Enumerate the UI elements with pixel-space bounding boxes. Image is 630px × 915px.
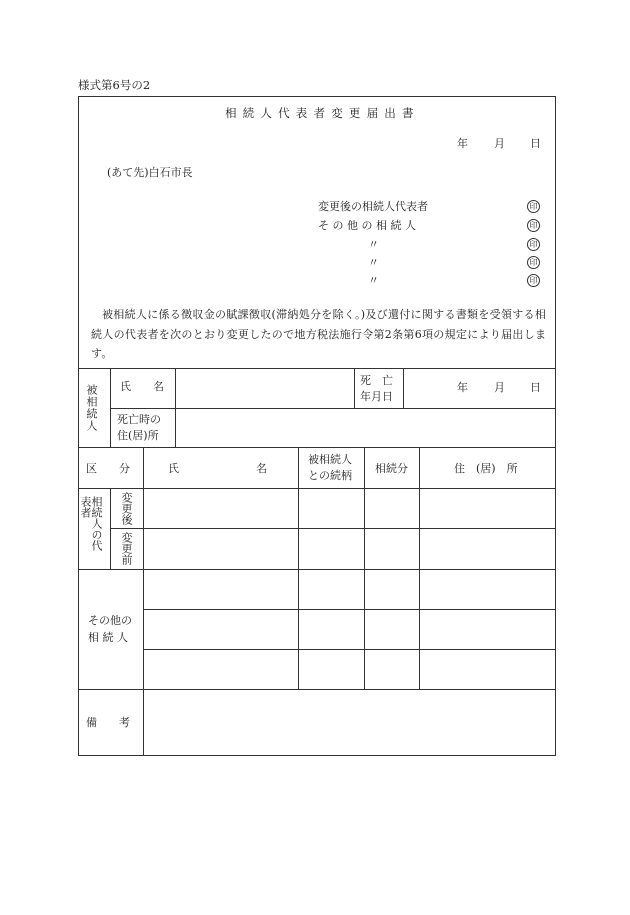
rule-line <box>143 649 556 650</box>
rule-line <box>143 609 556 610</box>
rule-line <box>110 368 111 447</box>
seal-mark: 印 <box>527 200 540 213</box>
seal-mark: 印 <box>527 219 540 232</box>
death-date-label-top: 死 亡 <box>360 374 393 387</box>
seal-mark: 印 <box>527 274 540 287</box>
rule-line <box>364 447 365 689</box>
rule-line <box>298 447 299 689</box>
remarks-label: 備 考 <box>86 716 130 729</box>
after-change-label: 変更後 <box>120 492 133 525</box>
declaration-text: 被相続人に係る徴収金の賦課徴収(滞納処分を除く。)及び還付に関する書類を受領する相続人の代表者を次のとおり変更したので地方税法施行令第2条第6項の規定により届出します。 <box>91 308 547 360</box>
rule-line <box>78 689 556 690</box>
rule-line <box>403 368 404 408</box>
signer-label-new-representative: 変更後の相続人代表者 <box>318 200 428 213</box>
header-share: 相続分 <box>375 462 408 475</box>
address-at-death-label-bottom: 住(居)所 <box>117 429 159 442</box>
rule-line <box>419 447 420 689</box>
header-name: 氏 名 <box>168 462 267 475</box>
death-date-label-bottom: 年月日 <box>360 390 393 403</box>
death-day-label: 日 <box>530 381 541 394</box>
header-category: 区 分 <box>86 462 130 475</box>
ditto-mark: 〃 <box>368 274 379 287</box>
representative-label: 相続人の代表者 <box>79 496 103 551</box>
address-at-death-label-top: 死亡時の <box>117 413 161 426</box>
rule-line <box>78 488 556 489</box>
death-year-label: 年 <box>457 381 468 394</box>
before-change-label: 変更前 <box>120 532 133 565</box>
deceased-name-label: 氏 名 <box>120 380 164 393</box>
signer-label-other-heirs: そ の 他 の 相 続 人 <box>318 219 416 232</box>
rule-line <box>78 447 556 448</box>
header-address: 住 (居) 所 <box>454 462 518 475</box>
date-month-label: 月 <box>494 137 505 150</box>
other-heirs-label-top: その他の <box>88 614 132 627</box>
rule-line <box>78 569 556 570</box>
rule-line <box>110 528 556 529</box>
document-title: 相続人代表者変更届出書 <box>225 106 420 120</box>
other-heirs-label-bottom: 相 続 人 <box>88 631 128 644</box>
seal-mark: 印 <box>527 238 540 251</box>
ditto-mark: 〃 <box>368 256 379 269</box>
rule-line <box>110 408 556 409</box>
header-relation-top: 被相続人 <box>308 453 352 466</box>
rule-line <box>78 368 556 369</box>
rule-line <box>354 368 355 408</box>
addressee: (あて先)白石市長 <box>107 166 193 179</box>
form-number-label: 様式第6号の2 <box>78 78 151 92</box>
seal-mark: 印 <box>527 256 540 269</box>
deceased-section-label: 被相続人 <box>85 384 98 432</box>
death-month-label: 月 <box>494 381 505 394</box>
date-day-label: 日 <box>530 137 541 150</box>
rule-line <box>110 488 111 569</box>
rule-line <box>143 447 144 756</box>
header-relation-bottom: との続柄 <box>308 469 352 482</box>
rule-line <box>175 368 176 447</box>
date-year-label: 年 <box>457 137 468 150</box>
form-frame <box>78 96 556 756</box>
ditto-mark: 〃 <box>368 238 379 251</box>
